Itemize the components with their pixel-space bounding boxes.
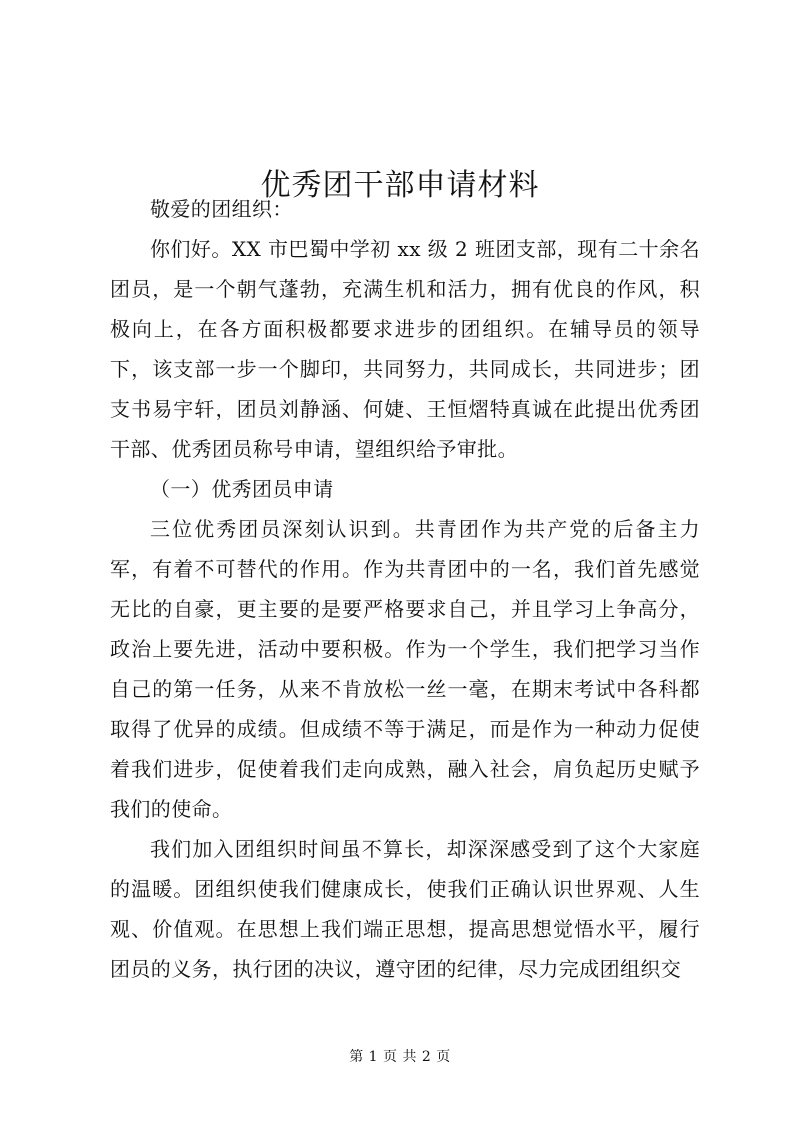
section-heading: （一）优秀团员申请 <box>150 477 334 501</box>
intro-paragraph: 你们好。XX 市巴蜀中学初 xx 级 2 班团支部，现有二十余名团员，是一个朝气蓬勃，充满生机和活力，拥有优良的作风，积极向上，在各方面积极都要求进步的团组织。在辅导员的领导下，该支部一步一个脚印，共同努力，共同成长，共同进步；团支书易宇轩，团员刘静涵、何婕、王恒熠特真诚在此提出优秀团干部、优秀团员称号申请，望组织给予审批。 <box>110 237 700 461</box>
salutation: 敬爱的团组织： <box>150 197 293 221</box>
document-title: 优秀团干部申请材料 <box>260 168 540 204</box>
page-footer: 第 1 页 共 2 页 <box>349 1049 451 1065</box>
section-paragraph-2: 我们加入团组织时间虽不算长，却深深感受到了这个大家庭的温暖。团组织使我们健康成长，使我们正确认识世界观、人生观、价值观。在思想上我们端正思想，提高思想觉悟水平，履行团员的义务，执行团的决议，遵守团的纪律，尽力完成团组织交 <box>110 837 700 981</box>
document-body <box>110 189 700 989</box>
section-paragraph-1: 三位优秀团员深刻认识到。共青团作为共产党的后备主力军，有着不可替代的作用。作为共青团中的一名，我们首先感觉无比的自豪，更主要的是要严格要求自己，并且学习上争高分，政治上要先进，活动中要积极。作为一个学生，我们把学习当作自己的第一任务，从来不肯放松一丝一毫，在期末考试中各科都取得了优异的成绩。但成绩不等于满足，而是作为一种动力促使着我们进步，促使着我们走向成熟，融入社会，肩负起历史赋予我们的使命。 <box>110 517 700 821</box>
